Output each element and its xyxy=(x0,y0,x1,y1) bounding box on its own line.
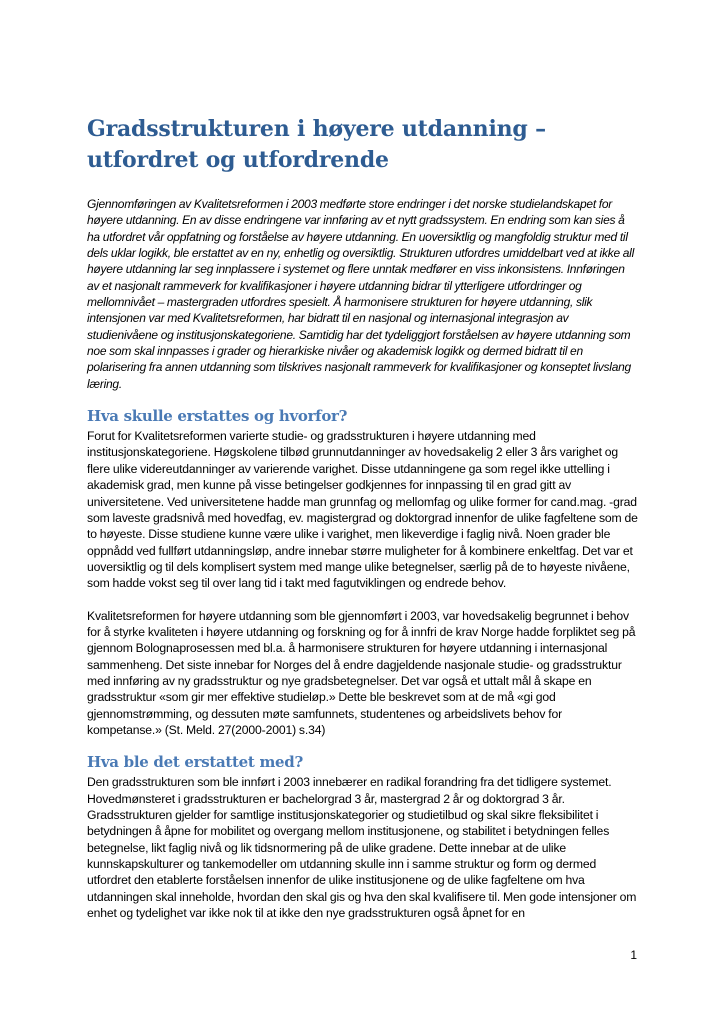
body-paragraph: Forut for Kvalitetsreformen varierte studie- og gradsstrukturen i høyere utdanning med institusjonskategoriene. Høgskolene tilbød grunnutdanninger av hovedsakelig 2 eller 3 års varighet og flere ulike videreutdanninger av varierende varighet. Disse utdanningene ga som regel ikke uttelling i akademisk grad, men kunne på visse betingelser godkjennes for innpassing til en grad gitt av universitetene. Ved universitetene hadde man grunnfag og mellomfag og ulike former for cand.mag. -grad som laveste gradsnivå med hovedfag, ev. magistergrad og doktorgrad innenfor de ulike fagfeltene som de to høyeste. Disse studiene kunne være ulike i varighet, men likeverdige i faglig nivå. Noen grader ble oppnådd ved fullført utdanningsløp, andre innebar større muligheter for å kombinere enkeltfag. Det var et uoversiktlig og til dels komplisert system med mange ulike betegnelser, særlig på de to høyeste nivåene, som hadde vokst seg til over lang tid i takt med fagutviklingen og endrede behov. xyxy=(87,429,638,591)
body-paragraph: Kvalitetsreformen for høyere utdanning som ble gjennomført i 2003, var hovedsakelig begrunnet i behov for å styrke kvaliteten i høyere utdanning og forskning og for å innfri de krav Norge hadde forpliktet seg på gjennom Bolognaprosessen med bl.a. å harmonisere strukturen for høyere utdanning i internasjonal sammenheng. Det siste innebar for Norges del å endre dagjeldende nasjonale studie- og gradsstruktur med innføring av ny gradsstruktur og nye gradsbetegnelser. Det var også et uttalt mål å skape en gradsstruktur «som gir mer effektive studieløp.» Dette ble beskrevet som at de må «gi god gjennomstrømming, og dessuten møte samfunnets, studentenes og arbeidslivets behov for kompetanse.» (St. Meld. 27(2000-2001) s.34) xyxy=(87,608,636,737)
body-paragraph: Den gradsstrukturen som ble innført i 2003 innebærer en radikal forandring fra det tidligere systemet. Hovedmønsteret i gradsstrukturen er bachelorgrad 3 år, mastergrad 2 år og doktorgrad 3 år. Gradsstrukturen gjelder for samtlige institusjonskategorier og studietilbud og skal sikre fleksibilitet i betydningen å åpne for mobilitet og overgang mellom institusjonene, og stabilitet i betydningen felles betegnelse, likt faglig nivå og lik tidsnormering på de ulike gradene. Dette innebar at de ulike kunnskapskulturer og tankemodeller om utdanning skulle inn i samme struktur og form og dermed utfordret den etablerte forståelsen innenfor de ulike institusjonene og de ulike fagfeltene om hva utdanningen skal inneholde, hvordan den skal gis og hva den skal kvalifisere til. Men gode intensjoner om enhet og tydelighet var ikke nok til at ikke den nye gradsstrukturen også åpnet for en xyxy=(87,775,637,921)
section-heading: Hva skulle erstattes og hvorfor? xyxy=(87,407,348,426)
page-number: 1 xyxy=(630,948,637,962)
abstract-paragraph: Gjennomføringen av Kvalitetsreformen i 2003 medførte store endringer i det norske studielandskapet for høyere utdanning. En av disse endringene var innføring av et nytt gradssystem. En endring som kan sies å ha utfordret vår oppfatning og forståelse av høyere utdanning. En uoversiktlig og mangfoldig struktur med til dels uklar logikk, ble erstattet av en ny, enhetlig og oversiktlig. Strukturen utfordres umiddelbart ved at ikke all høyere utdanning lar seg innplassere i systemet og flere unntak medfører en viss inkonsistens. Innføringen av et nasjonalt rammeverk for kvalifikasjoner i høyere utdanning bidrar til ytterligere utfordringer og mellomnivået – mastergraden utfordres spesielt. Å harmonisere strukturen for høyere utdanning, slik intensjonen var med Kvalitetsreformen, har bidratt til en nasjonal og internasjonal integrasjon av studienivåene og institusjonskategoriene. Samtidig har det tydeliggjort forståelsen av høyere utdanning som noe som skal innpasses i grader og hierarkiske nivåer og akademisk logikk og dermed bidratt til en polarisering fra annen utdanning som tilskrives nasjonalt rammeverk for kvalifikasjoner og konseptet livslang læring. xyxy=(87,197,635,391)
section-heading: Hva ble det erstattet med? xyxy=(87,753,303,772)
document-title: Gradsstrukturen i høyere utdanning – utfordret og utfordrende xyxy=(87,116,546,173)
section-replaced-with xyxy=(87,752,638,921)
section-what-to-replace xyxy=(87,406,638,738)
